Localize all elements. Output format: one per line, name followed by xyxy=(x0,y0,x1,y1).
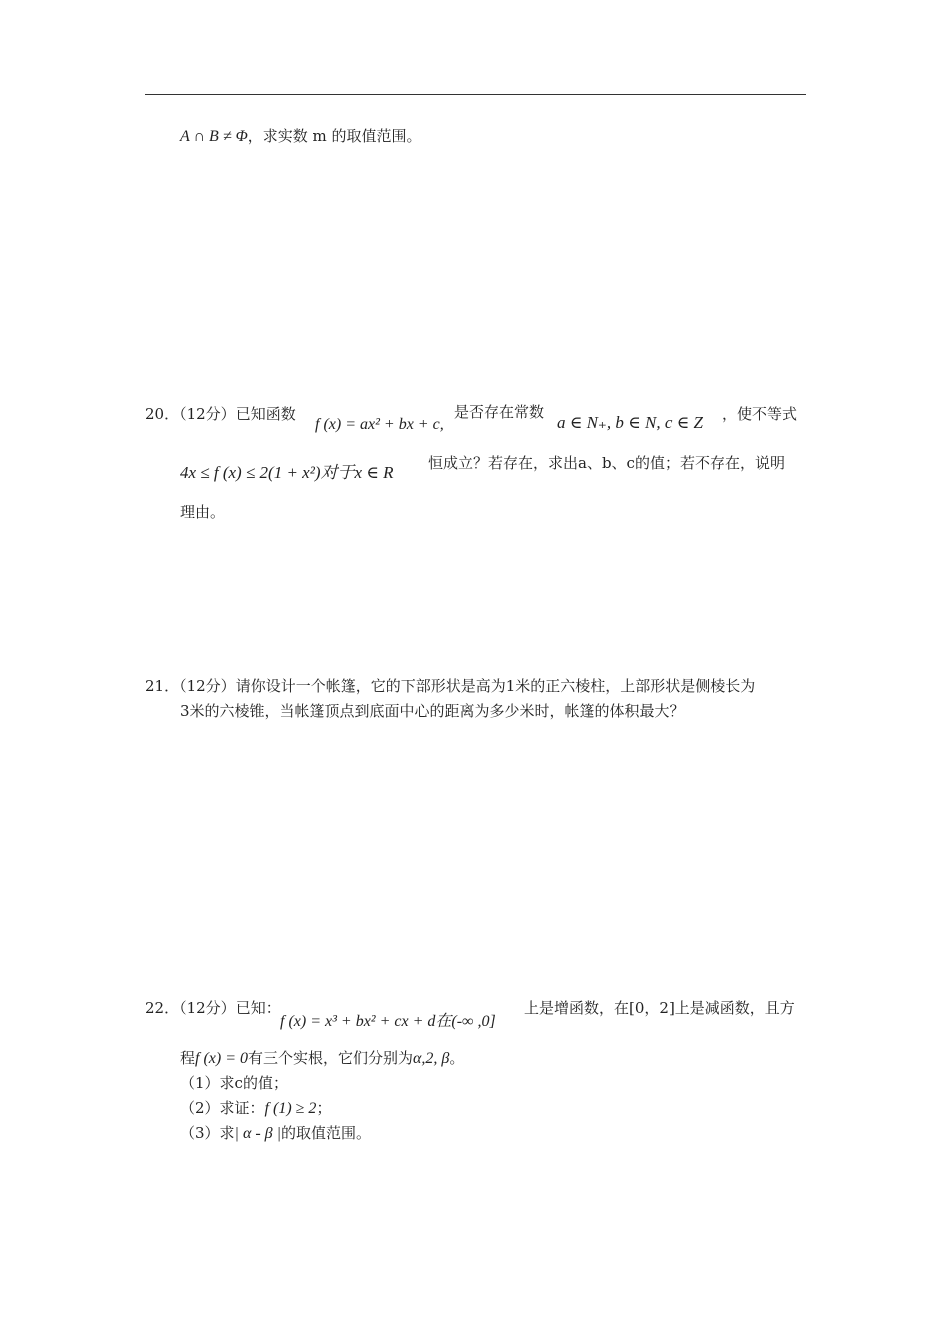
prev-question-tail xyxy=(180,124,422,149)
question-20-tail: ，使不等式 xyxy=(722,405,798,423)
question-20-number: 20． xyxy=(145,405,180,423)
question-21-number: 21． xyxy=(145,677,180,695)
question-22-sub-2: （2）求证：f (1) ≥ 2； xyxy=(180,1099,332,1117)
question-21-text-1: 请你设计一个帐篷，它的下部形状是高为1米的正六棱柱，上部形状是侧棱长为 xyxy=(235,677,756,695)
prev-question-text: ，求实数 m 的取值范围。 xyxy=(247,127,422,145)
question-21-line-2 xyxy=(180,699,685,723)
question-22-line-2: 程f (x) = 0有三个实根，它们分别为α,2, β。 xyxy=(180,1049,465,1067)
question-20-function: f (x) = ax² + bx + c, xyxy=(315,416,444,433)
roots-expr: α,2, β xyxy=(413,1050,450,1067)
question-22-line-1 xyxy=(145,996,281,1020)
question-22-line-1-tail: 上是增函数，在[0，2]上是减函数，且方 xyxy=(524,999,795,1017)
question-20-line-2: 恒成立？若存在，求出a、b、c的值；若不存在，说明 xyxy=(428,454,785,472)
question-21-score: （12分） xyxy=(179,677,236,695)
question-22-score: （12分） xyxy=(179,999,236,1017)
question-20-line-1 xyxy=(145,402,296,426)
header-rule xyxy=(145,94,806,95)
question-20-sets: a ∈ N₊, b ∈ N, c ∈ Z xyxy=(557,413,703,432)
question-21-text-2: 3米的六棱锥，当帐篷顶点到底面中心的距离为多少米时，帐篷的体积最大？ xyxy=(180,702,685,720)
question-21-line-1 xyxy=(145,674,755,698)
question-20-inequality: 4x ≤ f (x) ≤ 2(1 + x²)对于x ∈ R xyxy=(180,463,394,482)
equation-f-equals-zero: f (x) = 0 xyxy=(195,1050,249,1067)
question-22-sub-3: （3）求| α - β |的取值范围。 xyxy=(180,1124,372,1142)
question-20-score: （12分） xyxy=(179,405,236,423)
abs-diff-expr: | α - β | xyxy=(234,1125,282,1142)
set-intersection-expr: A ∩ B ≠ Φ xyxy=(180,128,248,145)
question-22-number: 22． xyxy=(145,999,180,1017)
question-20-lead: 已知函数 xyxy=(235,405,296,423)
question-22-function: f (x) = x³ + bx² + cx + d在(-∞ ,0] xyxy=(280,1013,496,1030)
question-22-sub-1: （1）求c的值； xyxy=(180,1074,288,1092)
question-20-line-3: 理由。 xyxy=(180,503,226,521)
f1-inequality: f (1) ≥ 2 xyxy=(264,1100,317,1117)
question-22-lead: 已知： xyxy=(235,999,281,1017)
question-20-mid: 是否存在常数 xyxy=(454,403,545,421)
